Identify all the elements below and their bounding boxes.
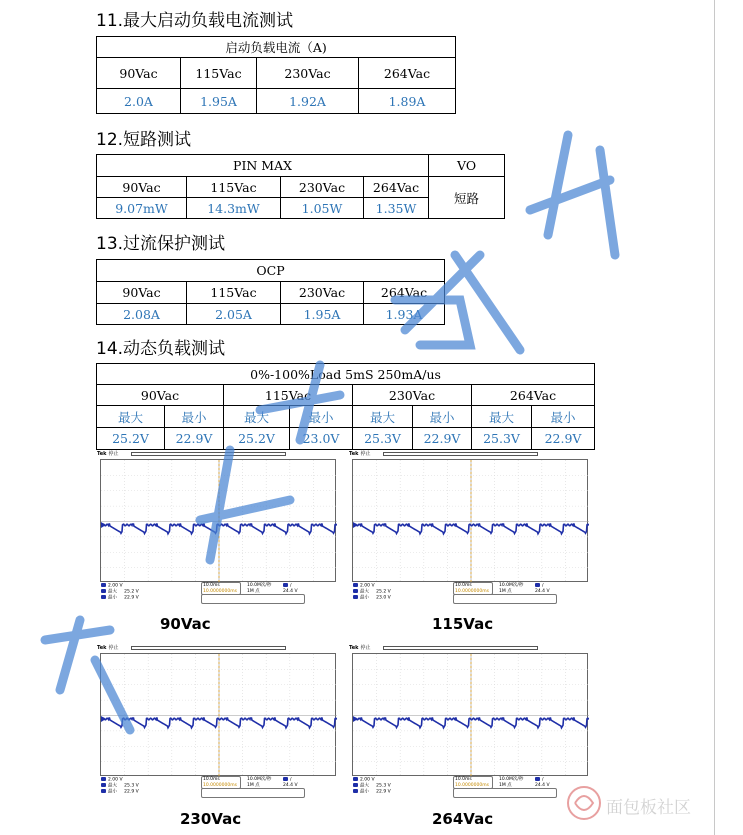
measure-icon <box>101 589 106 593</box>
channel-1-icon <box>101 583 106 587</box>
table-value: 2.05A <box>187 304 281 325</box>
section-14-heading: 14.动态负载测试 <box>96 339 226 359</box>
scope-screen <box>352 459 588 582</box>
voltage-header: 264Vac <box>364 177 429 198</box>
measure-icon <box>101 595 106 599</box>
scope-screen <box>100 653 336 776</box>
max-header: 最大 <box>97 406 165 428</box>
channel-marker-icon <box>353 522 358 528</box>
scope-panel <box>349 451 589 606</box>
table-value: 1.05W <box>281 198 364 219</box>
meas-label: 最小 <box>108 595 117 601</box>
trigger-slope-icon: / <box>542 583 544 589</box>
table-value: 1.35W <box>364 198 429 219</box>
table-title: PIN MAX <box>97 155 429 177</box>
trigger-offset: 10.0000000ms <box>203 589 237 594</box>
meas-label: 最大 <box>108 589 117 595</box>
meas-value: 25.2 V <box>124 589 139 595</box>
measure-icon <box>101 783 106 787</box>
meas-value: 25.3 V <box>124 783 139 789</box>
scope-panel <box>97 645 337 800</box>
scope-waveform-display <box>101 460 337 583</box>
scope-waveform-display <box>353 460 589 583</box>
channel-1-icon <box>353 583 358 587</box>
max-header: 最大 <box>472 406 532 428</box>
channel-scale: 2.00 V <box>108 583 123 589</box>
timebase: 10.0ms <box>455 583 472 588</box>
meas-value: 22.9 V <box>376 789 391 795</box>
scope-screen <box>100 459 336 582</box>
scope-caption: 230Vac <box>180 810 242 828</box>
measure-icon <box>353 595 358 599</box>
timebase: 10.0ms <box>203 777 220 782</box>
status-box <box>453 788 557 798</box>
community-logo <box>565 783 715 823</box>
table-value: 1.93A <box>364 304 445 325</box>
min-header: 最小 <box>290 406 353 428</box>
timebase: 10.0ms <box>203 583 220 588</box>
meas-label: 最大 <box>360 783 369 789</box>
table-value: 9.07mW <box>97 198 187 219</box>
measure-icon <box>353 789 358 793</box>
table-title: 启动负载电流（A) <box>97 37 456 58</box>
record-position-bar <box>383 452 538 456</box>
voltage-header: 115Vac <box>181 58 257 89</box>
trigger-icon <box>283 777 288 781</box>
startup-current-table <box>96 36 456 114</box>
status-box <box>201 594 305 604</box>
trigger-offset: 10.0000000ms <box>455 783 489 788</box>
trigger-slope-icon: / <box>290 777 292 783</box>
meas-label: 最小 <box>360 789 369 795</box>
meas-label: 最小 <box>108 789 117 795</box>
max-value: 25.3V <box>472 428 532 450</box>
section-12-heading: 12.短路测试 <box>96 130 192 150</box>
channel-1-icon <box>101 777 106 781</box>
scope-brand: Tek <box>97 645 107 651</box>
table-value: 1.92A <box>257 89 359 114</box>
channel-1-icon <box>353 777 358 781</box>
table-title: 0%-100%Load 5mS 250mA/us <box>97 364 595 385</box>
table-value: 1.95A <box>281 304 364 325</box>
measure-icon <box>353 589 358 593</box>
channel-marker-icon <box>101 522 106 528</box>
ocp-table <box>96 259 445 325</box>
min-value: 22.9V <box>532 428 595 450</box>
scope-caption: 115Vac <box>432 615 494 633</box>
scope-state: 停止 <box>360 451 371 457</box>
max-header: 最大 <box>224 406 290 428</box>
voltage-header: 90Vac <box>97 385 224 406</box>
meas-value: 22.9 V <box>124 789 139 795</box>
voltage-header: 264Vac <box>364 282 445 304</box>
max-header: 最大 <box>353 406 413 428</box>
trigger-slope-icon: / <box>542 777 544 783</box>
measure-icon <box>101 789 106 793</box>
scope-panel <box>97 451 337 606</box>
min-value: 23.0V <box>290 428 353 450</box>
voltage-header: 264Vac <box>472 385 595 406</box>
scope-panel <box>349 645 589 800</box>
record-length: 1M 点 <box>499 589 512 594</box>
scope-brand: Tek <box>349 645 359 651</box>
trigger-icon <box>535 777 540 781</box>
measure-icon <box>353 783 358 787</box>
sample-rate: 10.0M次/秒 <box>247 583 272 588</box>
table-value: 14.3mW <box>187 198 281 219</box>
vo-header: VO <box>429 155 505 177</box>
trigger-icon <box>535 583 540 587</box>
timebase: 10.0ms <box>455 777 472 782</box>
scope-state: 停止 <box>108 645 119 651</box>
trigger-icon <box>283 583 288 587</box>
trigger-level: 24.4 V <box>535 783 550 788</box>
trigger-offset: 10.0000000ms <box>455 589 489 594</box>
meas-value: 23.0 V <box>376 595 391 601</box>
record-position-bar <box>131 452 286 456</box>
voltage-header: 90Vac <box>97 177 187 198</box>
channel-scale: 2.00 V <box>360 777 375 783</box>
meas-value: 25.3 V <box>376 783 391 789</box>
min-header: 最小 <box>165 406 224 428</box>
meas-value: 25.2 V <box>376 589 391 595</box>
max-value: 25.3V <box>353 428 413 450</box>
scope-waveform-display <box>101 654 337 777</box>
meas-label: 最小 <box>360 595 369 601</box>
meas-value: 22.9 V <box>124 595 139 601</box>
scope-status <box>349 582 589 606</box>
scope-brand: Tek <box>349 451 359 457</box>
record-position-bar <box>383 646 538 650</box>
channel-marker-icon <box>353 716 358 722</box>
scope-screen <box>352 653 588 776</box>
record-length: 1M 点 <box>247 589 260 594</box>
voltage-header: 115Vac <box>224 385 353 406</box>
scope-status <box>349 776 589 800</box>
trigger-slope-icon: / <box>290 583 292 589</box>
status-box <box>453 594 557 604</box>
table-title: OCP <box>97 260 445 282</box>
short-circuit-table <box>96 154 505 219</box>
min-value: 22.9V <box>413 428 472 450</box>
sample-rate: 10.0M次/秒 <box>499 777 524 782</box>
logo-icon <box>565 783 603 823</box>
section-11-heading: 11.最大启动负载电流测试 <box>96 11 294 31</box>
max-value: 25.2V <box>224 428 290 450</box>
scope-caption: 264Vac <box>432 810 494 828</box>
scope-waveform-display <box>353 654 589 777</box>
channel-scale: 2.00 V <box>360 583 375 589</box>
sample-rate: 10.0M次/秒 <box>499 583 524 588</box>
voltage-header: 230Vac <box>257 58 359 89</box>
vo-value: 短路 <box>429 177 505 219</box>
section-13-heading: 13.过流保护测试 <box>96 234 226 254</box>
min-header: 最小 <box>532 406 595 428</box>
table-value: 1.95A <box>181 89 257 114</box>
page-right-border <box>714 0 715 835</box>
voltage-header: 264Vac <box>359 58 456 89</box>
scope-state: 停止 <box>360 645 371 651</box>
min-header: 最小 <box>413 406 472 428</box>
trigger-level: 24.4 V <box>535 589 550 594</box>
table-value: 2.08A <box>97 304 187 325</box>
scope-brand: Tek <box>97 451 107 457</box>
record-length: 1M 点 <box>499 783 512 788</box>
table-value: 2.0A <box>97 89 181 114</box>
min-value: 22.9V <box>165 428 224 450</box>
scope-status <box>97 582 337 606</box>
record-length: 1M 点 <box>247 783 260 788</box>
table-value: 1.89A <box>359 89 456 114</box>
max-value: 25.2V <box>97 428 165 450</box>
voltage-header: 230Vac <box>353 385 472 406</box>
trigger-level: 24.4 V <box>283 783 298 788</box>
channel-scale: 2.00 V <box>108 777 123 783</box>
status-box <box>201 788 305 798</box>
scope-status <box>97 776 337 800</box>
logo-text: 面包板社区 <box>606 798 691 818</box>
voltage-header: 230Vac <box>281 282 364 304</box>
dynamic-load-table <box>96 363 595 450</box>
voltage-header: 230Vac <box>281 177 364 198</box>
scope-caption: 90Vac <box>160 615 211 633</box>
meas-label: 最大 <box>360 589 369 595</box>
meas-label: 最大 <box>108 783 117 789</box>
voltage-header: 90Vac <box>97 58 181 89</box>
voltage-header: 115Vac <box>187 282 281 304</box>
scope-state: 停止 <box>108 451 119 457</box>
voltage-header: 115Vac <box>187 177 281 198</box>
record-position-bar <box>131 646 286 650</box>
trigger-level: 24.4 V <box>283 589 298 594</box>
channel-marker-icon <box>101 716 106 722</box>
trigger-offset: 10.0000000ms <box>203 783 237 788</box>
sample-rate: 10.0M次/秒 <box>247 777 272 782</box>
voltage-header: 90Vac <box>97 282 187 304</box>
